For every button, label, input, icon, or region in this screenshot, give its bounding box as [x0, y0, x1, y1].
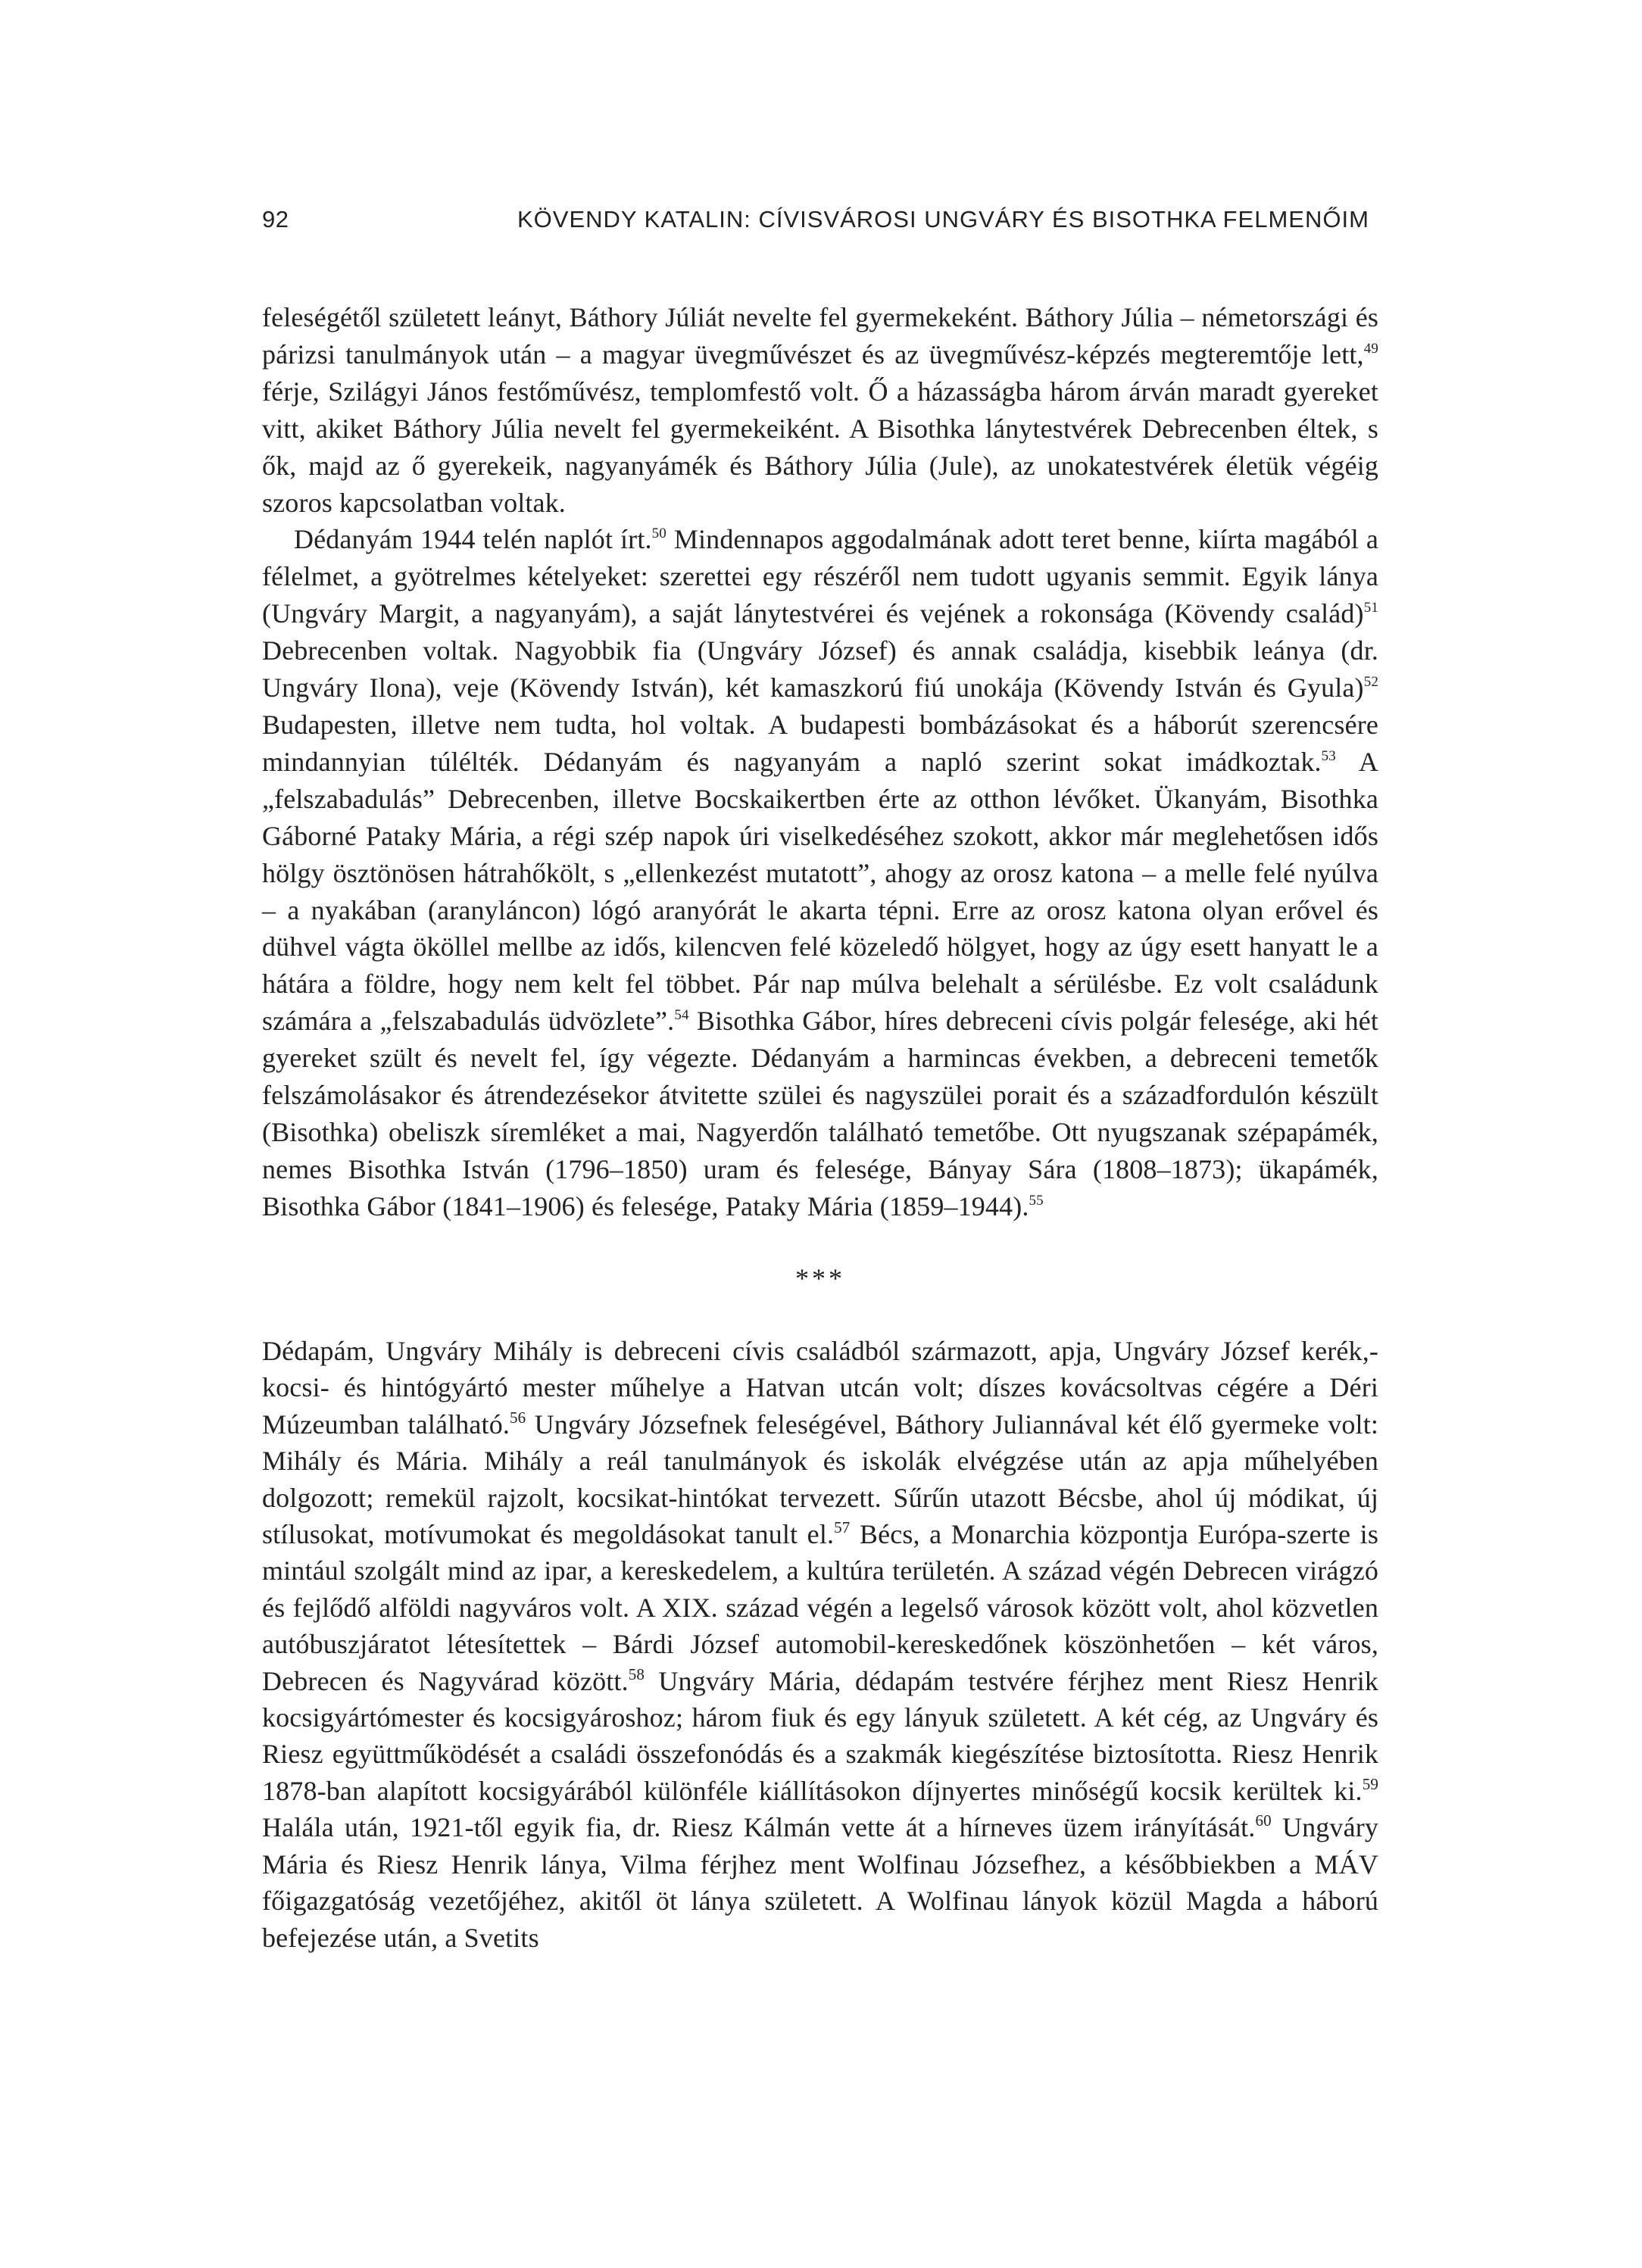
- text-run: Mindennapos aggodalmának adott teret benne, kiírta magából a félelmet, a gyötrelmes kételyeket: szerettei egy részéről nem tudott ugyanis semmit. Egyik lánya (Ungváry Margit, a nagyanyám), a saját lánytestvérei és vejének a rokonsága (Kövendy család): [262, 524, 1378, 629]
- footnote-ref: 58: [628, 1664, 645, 1683]
- footnote-ref: 49: [1363, 340, 1378, 357]
- footnote-ref: 52: [1363, 674, 1378, 691]
- running-title: KÖVENDY KATALIN: CÍVISVÁROSI UNGVÁRY ÉS BISOTHKA FELMENŐIM: [517, 206, 1369, 232]
- footnote-ref: 51: [1363, 600, 1378, 616]
- text-run: Dédapám, Ungváry Mihály is debreceni cívis családból származott, apja, Ungváry József kerék,- kocsi- és hintógyártó mester műhelye a Hatvan utcán volt; díszes kovácsoltvas cégére a Déri Múzeumban található.: [262, 1336, 1378, 1440]
- footnote-ref: 59: [1362, 1774, 1378, 1793]
- text-section-1: [262, 299, 1378, 1225]
- footnote-ref: 54: [674, 1007, 689, 1024]
- text-run: férje, Szilágyi János festőművész, templomfestő volt. Ő a házasságba három árván maradt gyereket vitt, akiket Báthory Júlia nevelt fel gyermekeiként. A Bisothka lánytestvérek Debrecenben éltek, s ők, majd az ő gyerekeik, nagyanyámék és Báthory Júlia (Jule), az unokatestvérek életük végéig szoros kapcsolatban voltak.: [262, 376, 1378, 518]
- footnote-ref: 50: [651, 526, 666, 542]
- section-separator: ***: [795, 1263, 845, 1293]
- text-run: Halála után, 1921-től egyik fia, dr. Riesz Kálmán vette át a hírneves üzem irányítását.: [262, 1812, 1256, 1843]
- text-run: Ungváry Józsefnek feleségével, Báthory Juliannával két élő gyermeke volt: Mihály és Mária. Mihály a reál tanulmányok és iskolák elvégzése után az apja műhelyében dolgozott; remekül rajzolt, kocsikat-hintókat tervezett. Sűrűn utazott Bécsbe, ahol új módikat, új stílusokat, motívumokat és megoldásokat tanult el.: [262, 1409, 1378, 1550]
- text-run: Bisothka Gábor, híres debreceni cívis polgár felesége, aki hét gyereket szült és nevelt fel, így végezte. Dédanyám a harmincas években, a debreceni temetők felszámolásakor és átrendezésekor átvitette szülei és nagyszülei porait és a századfordulón készült (Bisothka) obeliszk síremléket a mai, Nagyerdőn található temetőbe. Ott nyugszanak szépapámék, nemes Bisothka István (1796–1850) uram és felesége, Bányay Sára (1808–1873); ükapámék, Bisothka Gábor (1841–1906) és felesége, Pataky Mária (1859–1944).: [262, 1006, 1379, 1221]
- text-run: Bécs, a Monarchia központja Európa-szerte is mintául szolgált mind az ipar, a kereskedelem, a kultúra területén. A század végén Debrecen virágzó és fejlődő alföldi nagyváros volt. A XIX. század végén a legelső városok között volt, ahol közvetlen autóbuszjáratot létesítettek – Bárdi József automobil-kereskedőnek köszönhetően – két város, Debrecen és Nagyvárad között.: [262, 1519, 1378, 1696]
- text-run: Debrecenben voltak. Nagyobbik fia (Ungváry József) és annak családja, kisebbik leánya (dr. Ungváry Ilona), veje (Kövendy István), két kamaszkorú fiú unokája (Kövendy István és Gyula): [262, 635, 1378, 703]
- text-run: Dédanyám 1944 telén naplót írt.: [294, 524, 652, 555]
- text-run: A „felszabadulás” Debrecenben, illetve Bocskaikertben érte az otthon lévőket. Ükanyám, Bisothka Gáborné Pataky Mária, a régi szép napok úri viselkedéséhez szokott, akkor már meglehetősen idős hölgy ösztönösen hátrahőkölt, s „ellenkezést mutatott”, ahogy az orosz katona – a melle felé nyúlva – a nyakában (aranyláncon) lógó aranyórát le akarta tépni. Erre az orosz katona olyan erővel és dühvel vágta ököllel mellbe az idős, kilencven felé közeledő hölgyet, hogy az úgy esett hanyatt le a hátára a földre, hogy nem kelt fel többet. Pár nap múlva belehalt a sérülésbe. Ez volt családunk számára a „felszabadulás üdvözlete”.: [262, 746, 1378, 1037]
- text-section-2: [262, 1333, 1378, 1956]
- text-run: Ungváry Mária, dédapám testvére férjhez ment Riesz Henrik kocsigyártómester és kocsigyároshoz; három fiuk és egy lányuk született. A két cég, az Ungváry és Riesz együttműködését a családi összefonódás és a szakmák kiegészítése biztosította. Riesz Henrik 1878-ban alapított kocsigyárából különféle kiállításokon díjnyertes minőségű kocsik kerültek ki.: [262, 1665, 1378, 1806]
- footnote-ref: 56: [510, 1408, 526, 1427]
- footnote-ref: 55: [1029, 1192, 1044, 1209]
- paragraph: [262, 299, 1378, 521]
- text-run: Budapesten, illetve nem tudta, hol voltak. A budapesti bombázásokat és a háborút szerencsére mindannyian túlélték. Dédanyám és nagyanyám a napló szerint sokat imádkoztak.: [262, 709, 1378, 777]
- footnote-ref: 60: [1255, 1811, 1272, 1830]
- footnote-ref: 57: [834, 1518, 851, 1537]
- paragraph: [262, 521, 1378, 1224]
- footnote-ref: 53: [1321, 747, 1336, 764]
- paragraph: [262, 1333, 1378, 1956]
- page-number: 92: [262, 206, 289, 232]
- text-run: Ungváry Mária és Riesz Henrik lánya, Vilma férjhez ment Wolfinau Józsefhez, a későbbiekben a MÁV főigazgatóság vezetőjéhez, akitől öt lánya született. A Wolfinau lányok közül Magda a háború befejezése után, a Svetits: [262, 1812, 1378, 1953]
- text-run: feleségétől született leányt, Báthory Júliát nevelte fel gyermekeként. Báthory Júlia – németországi és párizsi tanulmányok után – a magyar üvegművészet és az üvegművész-képzés megteremtője lett,: [262, 302, 1378, 370]
